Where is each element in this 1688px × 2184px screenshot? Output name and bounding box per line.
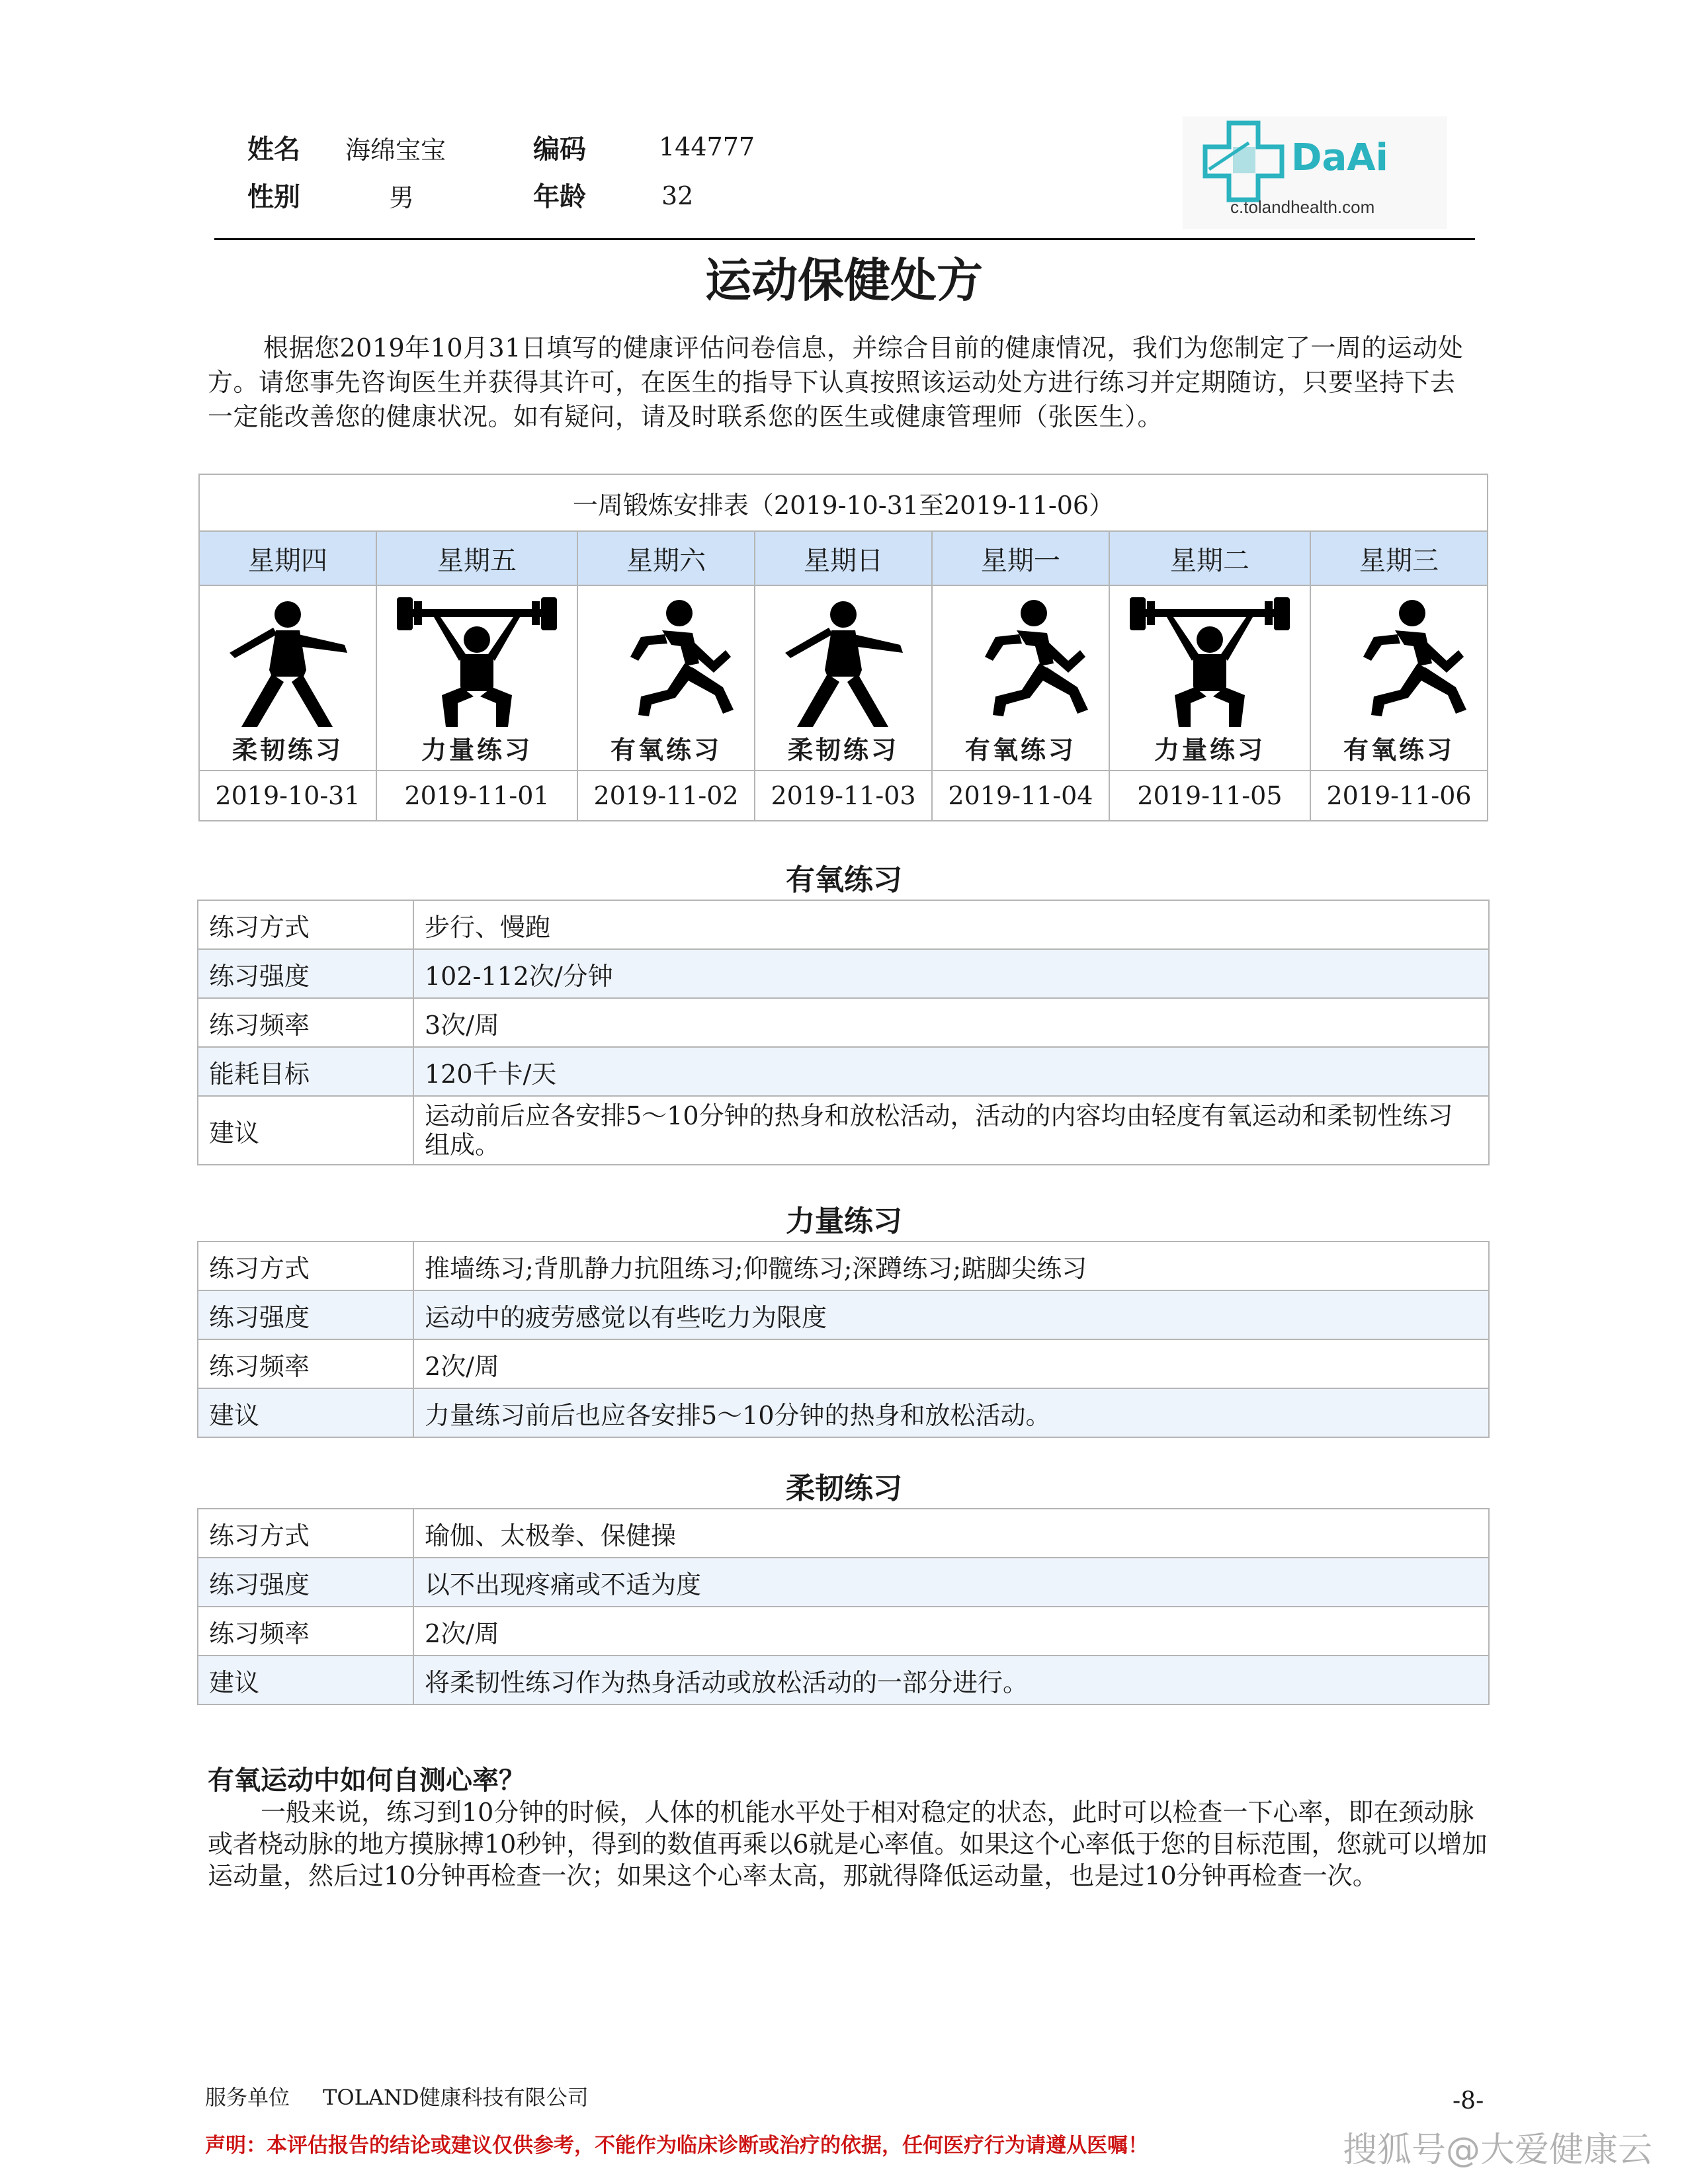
- exercise-type-label: 力量练习: [1154, 735, 1265, 765]
- exercise-type-label: 柔韧练习: [232, 735, 343, 765]
- logo-url: c.tolandhealth.com: [1230, 197, 1375, 217]
- heart-rate-answer: 一般来说，练习到10分钟的时候，人体的机能水平处于相对稳定的状态，此时可以检查一下心率，即在颈动脉或者桡动脉的地方摸脉搏10秒钟，得到的数值再乘以6就是心率值。如果这个心率低于您的目标范围，您就可以增加运动量，然后过10分钟再检查一次；如果这个心率太高，那就得降低运动量，也是过10分钟再检查一次。: [208, 1798, 1488, 1890]
- exercise-type-label: 有氧练习: [1343, 735, 1455, 765]
- watermark: 搜狐号@大爱健康云: [1343, 2130, 1653, 2170]
- exercise-type-label: 有氧练习: [611, 735, 722, 765]
- aerobic-key: 练习频率: [198, 998, 413, 1047]
- aerobic-key: 练习强度: [198, 949, 413, 998]
- logo-text: DaAi: [1291, 136, 1388, 179]
- service-label: 服务单位: [205, 2085, 290, 2110]
- page-number: -8-: [1453, 2087, 1484, 2115]
- schedule-date: 2019-11-06: [1310, 771, 1488, 821]
- gender-value: 男: [389, 183, 415, 212]
- aerobic-value: 3次/周: [413, 998, 1489, 1047]
- flex-value: 瑜伽、太极拳、保健操: [413, 1509, 1489, 1558]
- aerobic-key: 练习方式: [198, 900, 413, 949]
- schedule-day-header: 星期四: [199, 531, 376, 585]
- schedule-exercise-cell: [577, 585, 755, 771]
- strength-value: 力量练习前后也应各安排5～10分钟的热身和放松活动。: [413, 1388, 1489, 1437]
- schedule-exercise-cell: [1109, 585, 1310, 771]
- exercise-type-label: 有氧练习: [964, 735, 1076, 765]
- flex-section-title: 柔韧练习: [786, 1472, 902, 1505]
- logo: [1183, 116, 1447, 229]
- aerobic-value: 102-112次/分钟: [413, 949, 1489, 998]
- schedule-day-header: 星期三: [1310, 531, 1488, 585]
- exercise-type-label: 力量练习: [421, 735, 533, 765]
- flex-value: 将柔韧性练习作为热身活动或放松活动的一部分进行。: [413, 1656, 1489, 1704]
- aerobic-value: 步行、慢跑: [413, 900, 1489, 949]
- flex-key: 练习强度: [198, 1558, 413, 1607]
- code-value: 144777: [659, 132, 755, 161]
- flex-key: 建议: [198, 1656, 413, 1704]
- schedule-exercise-cell: [1310, 585, 1488, 771]
- disclaimer: 声明：本评估报告的结论或建议仅供参考，不能作为临床诊断或治疗的依据，任何医疗行为请遵从医嘱！: [205, 2134, 1148, 2158]
- flex-value: 2次/周: [413, 1607, 1489, 1656]
- schedule-exercise-cell: [755, 585, 932, 771]
- strength-key: 练习方式: [198, 1241, 413, 1290]
- name-value: 海绵宝宝: [345, 136, 446, 165]
- taichi-icon: [755, 597, 931, 730]
- intro-paragraph: 根据您2019年10月31日填写的健康评估问卷信息，并综合目前的健康情况，我们为您制定了一周的运动处方。请您事先咨询医生并获得其许可，在医生的指导下认真按照该运动处方进行练习并定期随访，只要坚持下去一定能改善您的健康状况。如有疑问，请及时联系您的医生或健康管理师（张医生）。: [208, 333, 1464, 431]
- strength-key: 练习频率: [198, 1339, 413, 1388]
- weekly-schedule-table: [198, 474, 1488, 821]
- schedule-date: 2019-11-04: [932, 771, 1109, 821]
- company-name: TOLAND健康科技有限公司: [323, 2085, 589, 2110]
- weightlifting-icon: [1110, 597, 1310, 730]
- strength-key: 练习强度: [198, 1290, 413, 1339]
- page-title: 运动保健处方: [705, 253, 983, 308]
- flex-table: [197, 1508, 1490, 1705]
- aerobic-key: 能耗目标: [198, 1047, 413, 1096]
- taichi-icon: [200, 597, 376, 730]
- schedule-date: 2019-11-05: [1109, 771, 1310, 821]
- age-label: 年龄: [533, 181, 586, 212]
- aerobic-table: [197, 900, 1490, 1165]
- aerobic-value: 120千卡/天: [413, 1047, 1489, 1096]
- schedule-date: 2019-10-31: [199, 771, 376, 821]
- schedule-exercise-cell: [376, 585, 577, 771]
- header-divider: [214, 238, 1475, 240]
- service-unit: [205, 2081, 589, 2111]
- schedule-exercise-cell: [932, 585, 1109, 771]
- running-icon: [933, 597, 1109, 730]
- schedule-day-header: 星期一: [932, 531, 1109, 585]
- exercise-type-label: 柔韧练习: [787, 735, 899, 765]
- schedule-day-header: 星期六: [577, 531, 755, 585]
- aerobic-value: 运动前后应各安排5～10分钟的热身和放松活动，活动的内容均由轻度有氧运动和柔韧性练习组成。: [413, 1096, 1489, 1165]
- schedule-day-header: 星期二: [1109, 531, 1310, 585]
- strength-section-title: 力量练习: [786, 1204, 902, 1238]
- schedule-date: 2019-11-01: [376, 771, 577, 821]
- code-label: 编码: [533, 134, 586, 165]
- schedule-caption: 一周锻炼安排表（2019-10-31至2019-11-06）: [199, 474, 1488, 531]
- schedule-date: 2019-11-02: [577, 771, 755, 821]
- aerobic-section-title: 有氧练习: [786, 863, 902, 897]
- heart-rate-question: 有氧运动中如何自测心率？: [208, 1765, 525, 1796]
- strength-value: 推墙练习;背肌静力抗阻练习;仰髋练习;深蹲练习;踮脚尖练习: [413, 1241, 1489, 1290]
- schedule-day-header: 星期五: [376, 531, 577, 585]
- strength-table: [197, 1241, 1490, 1438]
- running-icon: [578, 597, 754, 730]
- strength-value: 运动中的疲劳感觉以有些吃力为限度: [413, 1290, 1489, 1339]
- weightlifting-icon: [377, 597, 577, 730]
- age-value: 32: [661, 181, 694, 210]
- running-icon: [1311, 597, 1487, 730]
- strength-value: 2次/周: [413, 1339, 1489, 1388]
- flex-key: 练习方式: [198, 1509, 413, 1558]
- schedule-date: 2019-11-03: [755, 771, 932, 821]
- schedule-day-header: 星期日: [755, 531, 932, 585]
- name-label: 姓名: [247, 134, 300, 165]
- flex-key: 练习频率: [198, 1607, 413, 1656]
- gender-label: 性别: [247, 181, 300, 212]
- flex-value: 以不出现疼痛或不适为度: [413, 1558, 1489, 1607]
- schedule-exercise-cell: [199, 585, 376, 771]
- strength-key: 建议: [198, 1388, 413, 1437]
- aerobic-key: 建议: [198, 1096, 413, 1165]
